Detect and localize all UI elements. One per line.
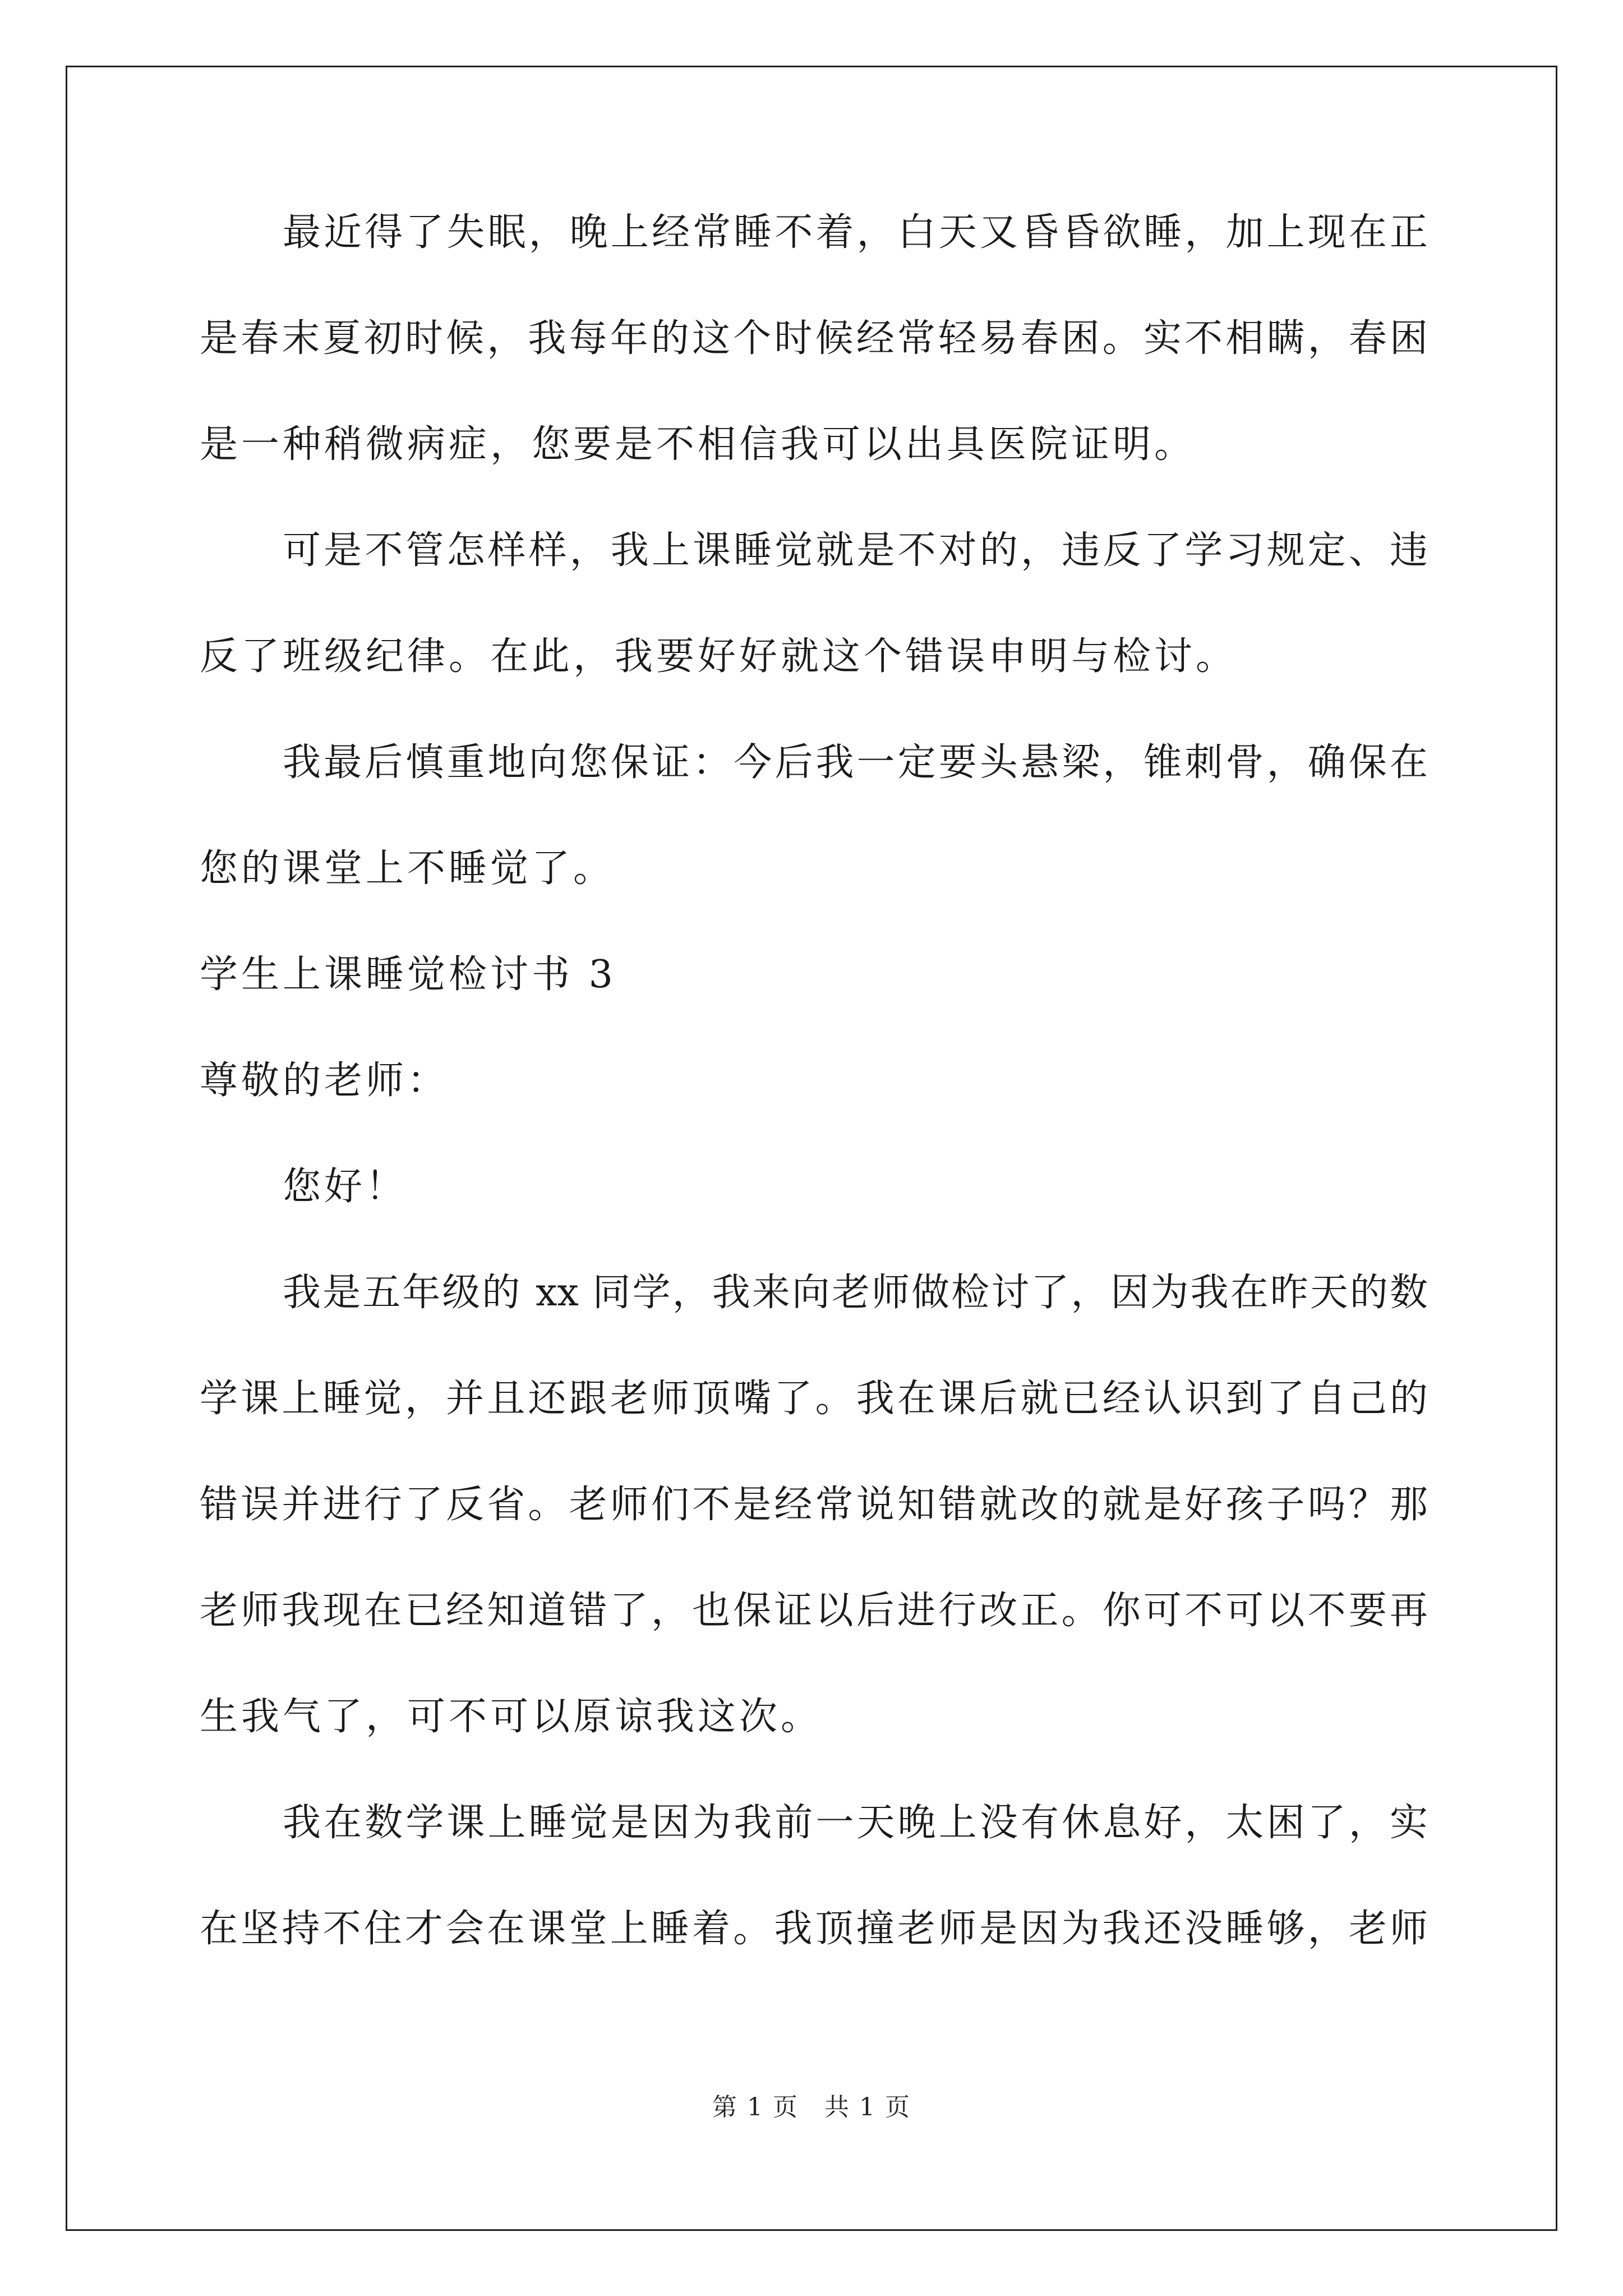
paragraph-line: 错误并进行了反省。老师们不是经常说知错就改的就是好孩子吗？那 — [200, 1483, 1428, 1527]
paragraph-line: 反了班级纪律。在此，我要好好就这个错误申明与检讨。 — [200, 634, 1238, 679]
page-footer: 第 1 页 共 1 页 — [712, 2093, 911, 2122]
paragraph-line: 我是五年级的 xx 同学，我来向老师做检讨了，因为我在昨天的数 — [283, 1271, 1428, 1315]
paragraph-line: 是一种稍微病症，您要是不相信我可以出具医院证明。 — [200, 422, 1196, 467]
paragraph-line: 生我气了，可不可以原谅我这次。 — [200, 1695, 823, 1739]
paragraph-line: 在坚持不住才会在课堂上睡着。我顶撞老师是因为我还没睡够，老师 — [200, 1907, 1428, 1951]
paragraph-line: 学课上睡觉，并且还跟老师顶嘴了。我在课后就已经认识到了自己的 — [200, 1377, 1428, 1421]
paragraph-line: 最近得了失眠，晚上经常睡不着，白天又昏昏欲睡，加上现在正 — [283, 210, 1428, 255]
greeting: 您好！ — [283, 1165, 408, 1209]
section-heading: 学生上课睡觉检讨书 3 — [200, 953, 616, 997]
salutation: 尊敬的老师： — [200, 1059, 449, 1103]
paragraph-line: 是春末夏初时候，我每年的这个时候经常轻易春困。实不相瞒，春困 — [200, 316, 1428, 361]
paragraph-line: 可是不管怎样样，我上课睡觉就是不对的，违反了学习规定、违 — [283, 528, 1428, 573]
paragraph-line: 我最后慎重地向您保证：今后我一定要头悬梁，锥刺骨，确保在 — [283, 740, 1428, 785]
paragraph-line: 您的课堂上不睡觉了。 — [200, 846, 615, 891]
paragraph-line: 老师我现在已经知道错了，也保证以后进行改正。你可不可以不要再 — [200, 1589, 1428, 1633]
paragraph-line: 我在数学课上睡觉是因为我前一天晚上没有休息好，太困了，实 — [283, 1801, 1428, 1845]
